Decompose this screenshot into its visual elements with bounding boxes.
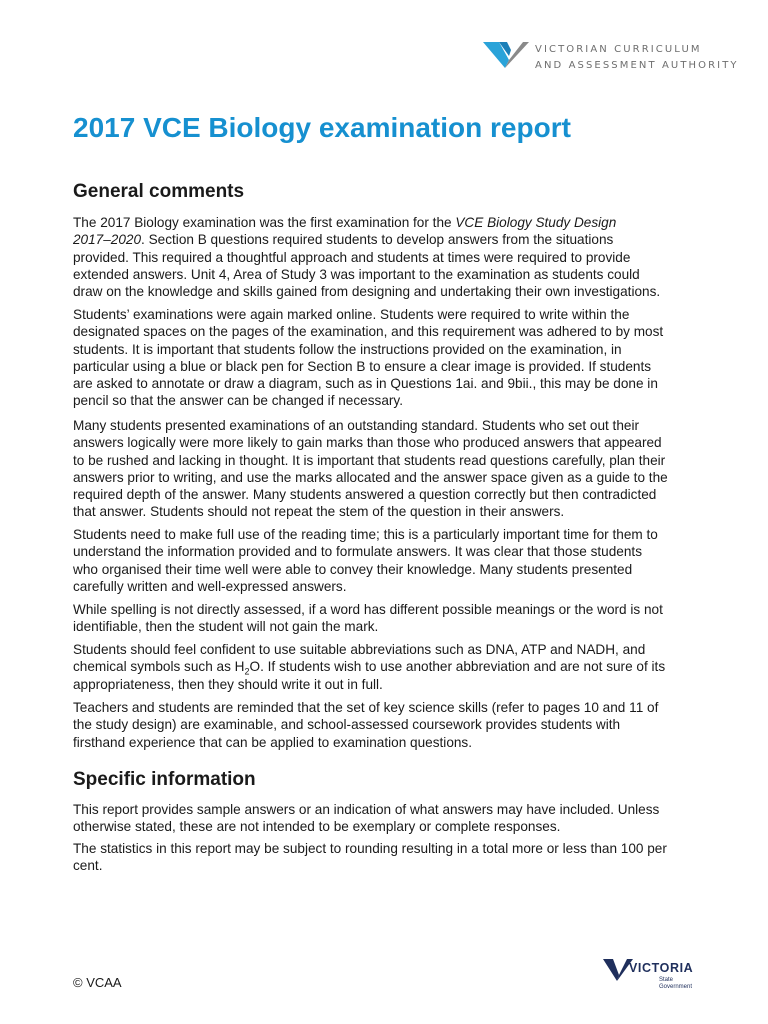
text-line: Students need to make full use of the reading time; this is a particularly important time for them to: [73, 527, 658, 542]
text-line: The statistics in this report may be subject to rounding resulting in a total more or less than 100 per: [73, 841, 667, 856]
subscript: 2: [244, 667, 250, 678]
vcaa-wordmark: [535, 42, 739, 74]
text-line: understand the information provided and to formulate answers. It was clear that those students: [73, 544, 642, 560]
text-line: carefully written and well-expressed answers.: [73, 578, 347, 594]
text-line: otherwise stated, these are not intended to be exemplary or complete responses.: [73, 819, 561, 835]
text-line: [73, 231, 713, 248]
paragraph-general-2: [73, 306, 713, 410]
text-line: identifiable, then the student will not gain the mark.: [73, 619, 379, 635]
text-line: answers prior to writing, and use the marks allocated and the answer space given as a guide to the: [73, 469, 668, 485]
paragraph-general-1: [73, 214, 713, 300]
authority-line-2: AND ASSESSMENT AUTHORITY: [535, 60, 739, 71]
paragraph-general-3: [73, 417, 713, 521]
paragraph-general-5: [73, 601, 713, 636]
section-heading-general-comments: General comments: [73, 181, 245, 202]
text-line: the study design) are examinable, and school-assessed coursework provides students with: [73, 717, 621, 733]
document-title: 2017 VCE Biology examination report: [73, 112, 571, 143]
state-label: State: [659, 977, 674, 983]
text-line: that answer. Students should not repeat the stem of the question in their answers.: [73, 504, 565, 520]
text-line: [73, 214, 713, 231]
vcaa-logo: [483, 38, 739, 78]
victoria-wordmark: VICTORIA: [629, 961, 694, 975]
paragraph-general-4: [73, 526, 713, 595]
text-line: Students’ examinations were again marked online. Students were required to write within the: [73, 307, 630, 322]
text-line: to be rushed and lacking in thought. It is important that students read questions carefully, plan their: [73, 452, 666, 468]
text-line: appropriateness, then they should write it out in full.: [73, 676, 383, 692]
text-line: firsthand experience that can be applied to examination questions.: [73, 734, 473, 750]
text-run: O. If students wish to use another abbreviation and are not sure of its: [249, 659, 666, 675]
text-line: answers logically were more likely to gain marks than those who produced answers that appeared: [73, 435, 662, 451]
paragraph-general-6: [73, 641, 713, 693]
authority-line-1: VICTORIAN CURRICULUM: [535, 44, 702, 55]
text-line: Students should feel confident to use suitable abbreviations such as DNA, ATP and NADH, and: [73, 642, 646, 657]
text-line: are asked to annotate or draw a diagram, such as in Questions 1ai. and 9bii., this may be done in: [73, 376, 658, 392]
text-line: Teachers and students are reminded that the set of key science skills (refer to pages 10 and 11 of: [73, 700, 659, 715]
text-run: . Section B questions required students to develop answers from the situations: [141, 232, 614, 248]
government-label: Government: [659, 984, 693, 990]
vcaa-check-mark-icon: [483, 38, 531, 74]
section-heading-specific-information: Specific information: [73, 769, 256, 790]
paragraph-specific-2: [73, 840, 713, 875]
study-design-title: VCE Biology Study Design: [455, 215, 617, 230]
text-line: cent.: [73, 858, 103, 874]
text-line: provided. This required a thoughtful approach and students at times were required to provide: [73, 249, 631, 265]
text-line: draw on the knowledge and skills gained from designing and undertaking their own investigations.: [73, 284, 661, 300]
paragraph-specific-1: [73, 801, 713, 836]
text-line: particular using a blue or black pen for Section B to ensure a clear image is provided. If students: [73, 358, 652, 374]
text-line: designated spaces on the pages of the examination, and this requirement was adhered to by most: [73, 324, 664, 340]
state-government-label: [659, 977, 692, 991]
study-design-years: 2017–2020: [73, 232, 142, 248]
text-run: chemical symbols such as H: [73, 659, 245, 675]
text-line: extended answers. Unit 4, Area of Study 3 was important to the examination as students could: [73, 266, 640, 282]
text-line: [73, 658, 713, 678]
text-line: required depth of the answer. Many students answered a question correctly but then contradicted: [73, 487, 657, 503]
paragraph-general-7: [73, 699, 713, 751]
copyright-notice: © VCAA: [73, 975, 122, 990]
text-line: While spelling is not directly assessed, if a word has different possible meanings or the word is not: [73, 602, 663, 617]
text-line: students. It is important that students follow the instructions provided on the examination, in: [73, 341, 622, 357]
text-line: This report provides sample answers or an indication of what answers may have included. Unless: [73, 802, 660, 817]
text-line: Many students presented examinations of an outstanding standard. Students who set out their: [73, 418, 640, 433]
text-line: pencil so that the answer can be changed if necessary.: [73, 393, 403, 409]
text-line: who organised their time well were able to convey their knowledge. Many students presented: [73, 561, 633, 577]
victoria-state-government-logo: [603, 955, 699, 997]
text-run: The 2017 Biology examination was the first examination for the: [73, 215, 456, 230]
